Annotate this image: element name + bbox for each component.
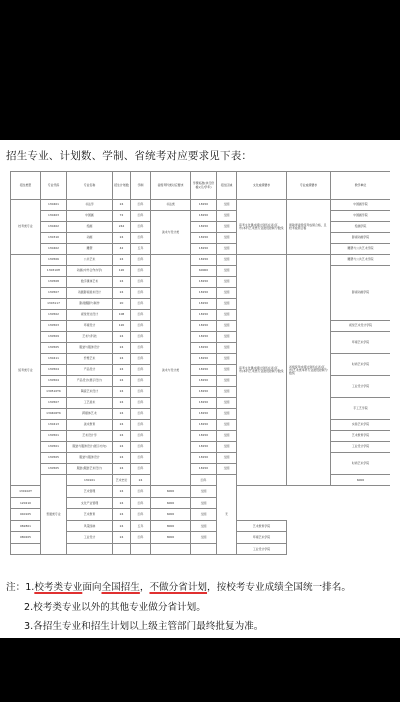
teaching-unit-cell: 中国画学院: [331, 200, 391, 211]
duration-cell: 四年: [131, 255, 151, 266]
region-cell: 全国: [217, 233, 237, 244]
table-row: [11, 354, 391, 365]
table-row: [11, 497, 391, 508]
plan-count-cell: 24: [113, 255, 131, 266]
table-row: [11, 398, 391, 409]
category-cell: 普通类专业: [41, 475, 67, 555]
duration-cell: 四年: [131, 431, 151, 442]
table-row: [11, 244, 391, 255]
tuition-cell: 18150: [191, 233, 217, 244]
major-code-cell: [11, 543, 41, 555]
table-row: [11, 255, 391, 266]
major-code-cell: 130509: [41, 332, 67, 343]
duration-cell: 四年: [131, 332, 151, 343]
duration-cell: 四年: [131, 233, 151, 244]
duration-cell: 四年: [191, 475, 217, 486]
note-1-prefix: 1.: [25, 582, 35, 593]
region-cell: 全国: [217, 354, 237, 365]
major-name-cell: 服装与服饰设计(展示方向): [67, 442, 113, 453]
tuition-cell: 18150: [191, 277, 217, 288]
table-row: [11, 453, 391, 464]
plan-count-cell: 24: [113, 233, 131, 244]
plan-count-cell: 24: [113, 376, 131, 387]
region-cell: 全国: [217, 321, 237, 332]
major-code-cell: 130504: [41, 376, 67, 387]
tuition-cell: 18150: [191, 464, 217, 475]
region-cell: 全国: [217, 376, 237, 387]
plan-count-cell: 42: [113, 244, 131, 255]
column-header: 学费标准(执行价格)(元/学年): [191, 172, 217, 200]
region-cell: 全国: [217, 255, 237, 266]
column-header: 教学单位: [331, 172, 391, 200]
plan-count-cell: 24: [113, 354, 131, 365]
plan-count-cell: [113, 543, 131, 555]
teaching-unit-cell: 环境艺术学院: [237, 532, 287, 543]
plan-count-cell: 24: [113, 453, 131, 464]
major-name-cell: 公共艺术: [67, 255, 113, 266]
document-page: [0, 140, 400, 638]
major-name-cell: 动画: [67, 233, 113, 244]
teaching-unit-cell: 环境艺术学院: [331, 332, 391, 354]
column-header: 专业成绩要求: [287, 172, 331, 200]
table-row: [11, 509, 391, 520]
plan-count-cell: 24: [113, 343, 131, 354]
plan-count-cell: 24: [113, 288, 131, 299]
tuition-cell: 18150: [191, 299, 217, 310]
column-header: 专业代码: [41, 172, 67, 200]
table-header-row: [11, 172, 391, 200]
duration-cell: 四年: [131, 343, 151, 354]
major-name-cell: 服装与服饰设计: [67, 343, 113, 354]
duration-cell: 四年: [131, 387, 151, 398]
tuition-cell: 6000: [151, 497, 191, 508]
score-requirement-cell: 省级统考成绩达到所在省(区、市)艺术类本科专业最低控制分数线: [287, 255, 331, 486]
region-cell: 全国: [217, 277, 237, 288]
table-row: [11, 431, 391, 442]
teaching-unit-cell: 时尚艺术学院: [331, 453, 391, 475]
region-cell: 全国: [217, 343, 237, 354]
duration-cell: 四年: [131, 376, 151, 387]
note-1-no-province-plan: 不做分省计划: [149, 582, 208, 593]
plan-count-cell: 24: [113, 442, 131, 453]
table-row: [11, 520, 391, 531]
region-cell: 全国: [217, 365, 237, 376]
tuition-cell: 18150: [191, 431, 217, 442]
plan-count-cell: 24: [113, 431, 131, 442]
table-row: [11, 233, 391, 244]
table-row: [11, 532, 391, 543]
major-name-cell: 纤维艺术: [67, 354, 113, 365]
major-name-cell: 中国画: [67, 211, 113, 222]
major-code-cell: 130507: [41, 398, 67, 409]
region-cell: 全国: [191, 509, 217, 520]
note-1-school-exam: 校考类专业: [34, 582, 83, 593]
major-name-cell: 工艺美术: [67, 398, 113, 409]
plan-count-cell: 24: [113, 365, 131, 376]
major-name-cell: 环境设计: [67, 321, 113, 332]
major-code-cell: 1303117: [41, 299, 67, 310]
region-cell: 全国: [217, 288, 237, 299]
plan-count-cell: 24: [113, 520, 131, 531]
plan-count-cell: 24: [131, 475, 151, 486]
major-code-cell: 080205: [11, 532, 41, 543]
major-code-cell: 130310: [41, 233, 67, 244]
tuition-cell: 18150: [191, 244, 217, 255]
region-cell: 全国: [217, 332, 237, 343]
teaching-unit-cell: 视觉艺术设计学院: [331, 321, 391, 332]
major-code-cell: 130411: [41, 354, 67, 365]
duration-cell: 四年: [131, 299, 151, 310]
tuition-cell: 18150: [191, 398, 217, 409]
plan-count-cell: 244: [113, 222, 131, 233]
plan-count-cell: 24: [113, 277, 131, 288]
table-row: [11, 486, 391, 497]
region-cell: 全国: [217, 387, 237, 398]
major-code-cell: 130503: [41, 321, 67, 332]
plan-count-cell: 24: [113, 509, 131, 520]
region-cell: 全国: [217, 442, 237, 453]
table-body: [11, 200, 391, 555]
table-row: [11, 543, 391, 555]
table-row: [11, 376, 391, 387]
tuition-cell: 18150: [191, 310, 217, 321]
region-cell: 全国: [217, 211, 237, 222]
table-row: [11, 321, 391, 332]
column-header: 专业名称: [67, 172, 113, 200]
region-cell: 全国: [217, 464, 237, 475]
major-name-cell: 跨媒体艺术: [67, 409, 113, 420]
major-code-cell: 130508: [41, 277, 67, 288]
tuition-cell: 6000: [331, 475, 391, 486]
tuition-cell: 18150: [191, 200, 217, 211]
region-cell: [191, 543, 217, 555]
table-row: [11, 332, 391, 343]
duration-cell: 四年: [131, 486, 151, 497]
major-name-cell: 产品设计: [67, 365, 113, 376]
major-name-cell: 动画(中外合作办学): [67, 266, 113, 277]
duration-cell: 四年: [131, 288, 151, 299]
plan-count-cell: 72: [113, 211, 131, 222]
major-code-cell: 120210: [11, 497, 41, 508]
major-name-cell: 艺术设计学: [67, 431, 113, 442]
column-header: 学制: [131, 172, 151, 200]
tuition-cell: 18150: [191, 332, 217, 343]
major-name-cell: 服装(服装艺术设计): [67, 464, 113, 475]
tuition-cell: 8000: [151, 532, 191, 543]
major-name-cell: 风景园林: [67, 520, 113, 531]
teaching-unit-cell: 工业设计学院: [237, 543, 287, 555]
plan-count-cell: 24: [113, 464, 131, 475]
duration-cell: 四年: [131, 420, 151, 431]
table-row: [11, 442, 391, 453]
major-code-cell: 130506: [41, 255, 67, 266]
plan-count-cell: 24: [113, 420, 131, 431]
major-code-cell: 130507: [41, 288, 67, 299]
major-name-cell: 戏剧影视美术设计: [67, 288, 113, 299]
tuition-cell: 18150: [191, 376, 217, 387]
column-header: 省级考科类对应要求: [151, 172, 191, 200]
major-code-cell: 130505: [41, 464, 67, 475]
tuition-cell: 18150: [191, 387, 217, 398]
major-code-cell: 130403: [41, 211, 67, 222]
duration-cell: 四年: [131, 222, 151, 233]
table-row: [11, 420, 391, 431]
teaching-unit-cell: 影视动画学院: [331, 266, 391, 321]
plan-count-cell: 24: [113, 332, 131, 343]
column-header: 招生计划数: [113, 172, 131, 200]
plan-count-cell: 24: [113, 532, 131, 543]
major-name-cell: 绘画: [67, 222, 113, 233]
region-cell: 全国: [217, 200, 237, 211]
region-cell: 全国: [217, 420, 237, 431]
plan-count-cell: 20: [113, 299, 131, 310]
major-code-cell: 130413: [41, 420, 67, 431]
tuition-cell: 18150: [191, 255, 217, 266]
tuition-cell: 18150: [191, 409, 217, 420]
region-cell: 全国: [217, 431, 237, 442]
admission-table-container: [10, 171, 390, 634]
major-code-cell: 130510TK: [41, 387, 67, 398]
duration-cell: 四年: [131, 497, 151, 508]
category-cell: 统考类专业: [11, 255, 41, 486]
teaching-unit-cell: 绘画学院: [331, 222, 391, 233]
tuition-cell: 6000: [151, 486, 191, 497]
duration-cell: 四年: [131, 409, 151, 420]
region-cell: 全国: [217, 244, 237, 255]
region-cell: 全国: [217, 266, 237, 277]
table-row: [11, 222, 391, 233]
region-cell: 全国: [217, 453, 237, 464]
major-code-cell: 130101: [67, 475, 113, 486]
table-row: [11, 475, 391, 486]
major-code-cell: 130310H: [41, 266, 67, 277]
tuition-cell: 18150: [191, 442, 217, 453]
major-code-cell: 130402: [41, 244, 67, 255]
major-code-cell: 130505: [41, 453, 67, 464]
duration-cell: 四年: [131, 532, 151, 543]
tuition-cell: [151, 543, 191, 555]
duration-cell: 四年: [131, 200, 151, 211]
culture-requirement-cell: 高考文化课成绩达到所在省(区、市)本科艺术类专业最低控制分数线: [237, 255, 287, 486]
region-cell: 全国: [191, 532, 217, 543]
tuition-cell: 18150: [191, 453, 217, 464]
major-code-cell: 130406TK: [41, 409, 67, 420]
plan-count-cell: 24: [113, 409, 131, 420]
exam-requirement-cell: 美术与设计类: [151, 211, 191, 255]
note-line-3: 3.各招生专业和招生计划以上级主管部门最终批复为准。: [24, 621, 264, 632]
teaching-unit-cell: 手工艺学院: [331, 398, 391, 420]
duration-cell: [131, 543, 151, 555]
region-cell: 全国: [191, 497, 217, 508]
major-code-cell: 130501: [41, 442, 67, 453]
major-name-cell: 影视摄影与制作: [67, 299, 113, 310]
region-cell: 全国: [191, 520, 217, 531]
plan-count-cell: 24: [113, 398, 131, 409]
column-header: 招生类型: [11, 172, 41, 200]
tuition-cell: 18150: [191, 343, 217, 354]
duration-cell: 四年: [131, 354, 151, 365]
exam-requirement-cell: 书法类: [151, 200, 191, 211]
major-name-cell: 艺术史论: [113, 475, 131, 486]
major-name-cell: 服装与服饰设计: [67, 453, 113, 464]
major-code-cell: 082801: [11, 520, 41, 531]
teaching-unit-cell: 中国画学院: [331, 211, 391, 222]
column-header: 文化成绩要求: [237, 172, 287, 200]
note-line-2: 2.校考类专业以外的其他专业做分省计划。: [24, 602, 206, 613]
major-name-cell: 视觉传达设计: [67, 310, 113, 321]
teaching-unit-cell: 影视动画学院: [331, 233, 391, 244]
note-1-national: 全国招生: [101, 582, 140, 593]
note-line-1: [6, 579, 351, 593]
table-row: [11, 266, 391, 277]
duration-cell: 四年: [131, 321, 151, 332]
major-code-cell: 130102T: [11, 486, 41, 497]
tuition-cell: 18150: [191, 222, 217, 233]
teaching-unit-cell: 雕塑与公共艺术学院: [331, 244, 391, 255]
plan-count-cell: 120: [113, 321, 131, 332]
column-header: 招生区域: [217, 172, 237, 200]
duration-cell: 四年: [131, 442, 151, 453]
major-name-cell: 雕塑: [67, 244, 113, 255]
plan-count-cell: 24: [113, 387, 131, 398]
duration-cell: 四年: [131, 398, 151, 409]
duration-cell: 四年: [131, 509, 151, 520]
region-cell: 全国: [191, 486, 217, 497]
duration-cell: 四年: [131, 211, 151, 222]
score-requirement-cell: 须取得省级统考成绩合格，且校考成绩合格: [287, 200, 331, 255]
note-1-text-d: ，: [139, 582, 150, 593]
duration-cell: 四年: [131, 310, 151, 321]
region-cell: 全国: [217, 222, 237, 233]
plan-count-cell: 24: [113, 486, 131, 497]
major-name-cell: 艺术管理: [67, 486, 113, 497]
category-cell: 校考类专业: [11, 200, 41, 255]
table-row: [11, 211, 391, 222]
tuition-cell: 60000: [191, 266, 217, 277]
plan-count-cell: 24: [113, 497, 131, 508]
exam-requirement-cell: 无: [217, 475, 237, 555]
major-name-cell: 工业设计: [67, 532, 113, 543]
exam-requirement-cell: 美术与设计类: [151, 255, 191, 486]
major-code-cell: 130402: [41, 222, 67, 233]
major-name-cell: 文化产业管理: [67, 497, 113, 508]
plan-count-cell: 120: [113, 266, 131, 277]
tuition-cell: 8000: [151, 520, 191, 531]
major-name-cell: 艺术与科技: [67, 332, 113, 343]
duration-cell: 五年: [131, 244, 151, 255]
tuition-cell: 18150: [191, 420, 217, 431]
teaching-unit-cell: 雕塑与公共艺术学院: [331, 255, 391, 266]
region-cell: 全国: [217, 310, 237, 321]
major-name-cell: 数字媒体艺术: [67, 277, 113, 288]
major-code-cell: 130504: [41, 365, 67, 376]
tuition-cell: 18150: [191, 288, 217, 299]
major-code-cell: 130501: [41, 431, 67, 442]
major-name-cell: 陶瓷艺术设计: [67, 387, 113, 398]
note-1-text-b: 面向: [82, 582, 102, 593]
teaching-unit-cell: 艺术教育学院: [331, 431, 391, 442]
admission-table: [10, 171, 390, 555]
duration-cell: 四年: [131, 266, 151, 277]
major-code-cell: 130502: [41, 310, 67, 321]
teaching-unit-cell: 时尚艺术学院: [331, 354, 391, 376]
teaching-unit-cell: 实验艺术学院: [331, 420, 391, 431]
page-heading: 招生专业、计划数、学制、省统考对应要求见下表：: [6, 150, 253, 162]
region-cell: 全国: [217, 409, 237, 420]
major-name-cell: 美术教育: [67, 420, 113, 431]
table-row: [11, 200, 391, 211]
plan-count-cell: 108: [113, 310, 131, 321]
major-name-cell: 书法学: [67, 200, 113, 211]
duration-cell: 四年: [131, 453, 151, 464]
tuition-cell: 18150: [191, 321, 217, 332]
teaching-unit-cell: 工业设计学院: [331, 376, 391, 398]
region-cell: 全国: [217, 398, 237, 409]
note-label: 注：: [6, 582, 26, 593]
duration-cell: 四年: [131, 365, 151, 376]
culture-requirement-cell: 高考文化课成绩达到所在省(区、市)本科艺术类专业最低控制分数线: [237, 200, 287, 255]
region-cell: 全国: [217, 299, 237, 310]
major-name-cell: 艺术教育: [67, 509, 113, 520]
major-code-cell: 130505: [41, 343, 67, 354]
duration-cell: 四年: [131, 464, 151, 475]
teaching-unit-cell: 工业设计学院: [331, 442, 391, 453]
tuition-cell: 18150: [191, 354, 217, 365]
tuition-cell: 18150: [191, 211, 217, 222]
major-code-cell: 040105: [11, 509, 41, 520]
teaching-unit-cell: 艺术教育学院: [237, 520, 287, 531]
duration-cell: 五年: [131, 520, 151, 531]
plan-count-cell: 24: [113, 200, 131, 211]
major-name-cell: 产品设计(展示设计): [67, 376, 113, 387]
major-code-cell: 130401: [41, 200, 67, 211]
duration-cell: 四年: [131, 277, 151, 288]
tuition-cell: 18150: [191, 365, 217, 376]
note-1-text-f: ，按校考专业成绩全国统一排名。: [207, 582, 351, 593]
tuition-cell: 6000: [151, 509, 191, 520]
major-name-cell: [67, 543, 113, 555]
